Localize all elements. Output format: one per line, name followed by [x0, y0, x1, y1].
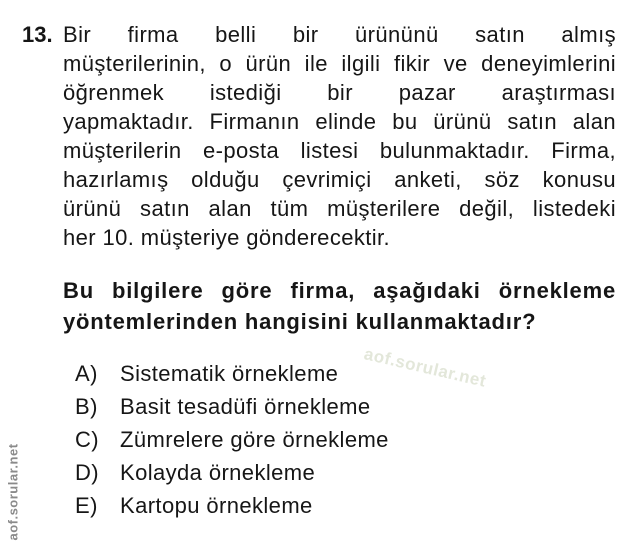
- option-row-a: [63, 357, 616, 390]
- question-prompt: [63, 275, 616, 337]
- question-body-line: öğrenmek istediği bir pazar araştırması: [63, 80, 616, 105]
- question-prompt-line: yöntemlerinden hangisini kullanmaktadır?: [63, 309, 537, 334]
- option-label-c: Zümrelere göre örnekleme: [120, 427, 389, 452]
- question-content: [63, 20, 616, 522]
- option-row-d: [63, 456, 616, 489]
- question-number: 13.: [22, 22, 53, 47]
- option-label-e: Kartopu örnekleme: [120, 493, 313, 518]
- question-body-line: yapmaktadır. Firmanın elinde bu ürünü satın alan: [63, 109, 616, 134]
- question-body-line: Bir firma belli bir ürününü satın almış: [63, 22, 616, 47]
- option-label-a: Sistematik örnekleme: [120, 361, 339, 386]
- watermark-side: aof.sorular.net: [5, 443, 21, 541]
- question-body: [63, 20, 616, 252]
- option-row-b: [63, 390, 616, 423]
- option-row-c: [63, 423, 616, 456]
- question-body-line: müşterilerinin, o ürün ile ilgili fikir ve deneyimlerini: [63, 51, 616, 76]
- question-prompt-line: Bu bilgilere göre firma, aşağıdaki örnekleme: [63, 278, 616, 303]
- watermark-center: aof.sorular.net: [362, 344, 488, 391]
- options-list: [63, 357, 616, 522]
- option-letter-e: E): [75, 493, 98, 518]
- option-letter-a: A): [75, 361, 98, 386]
- option-letter-b: B): [75, 394, 98, 419]
- question-body-line: her 10. müşteriye gönderecektir.: [63, 225, 391, 250]
- option-row-e: [63, 489, 616, 522]
- option-label-d: Kolayda örnekleme: [120, 460, 316, 485]
- question-body-line: hazırlamış olduğu çevrimiçi anketi, söz konusu: [63, 167, 616, 192]
- option-label-b: Basit tesadüfi örnekleme: [120, 394, 371, 419]
- question-body-line: ürünü satın alan tüm müşterilere değil, listedeki: [63, 196, 616, 221]
- option-letter-d: D): [75, 460, 100, 485]
- option-letter-c: C): [75, 427, 100, 452]
- question-body-line: müşterilerin e-posta listesi bulunmaktadır. Firma,: [63, 138, 616, 163]
